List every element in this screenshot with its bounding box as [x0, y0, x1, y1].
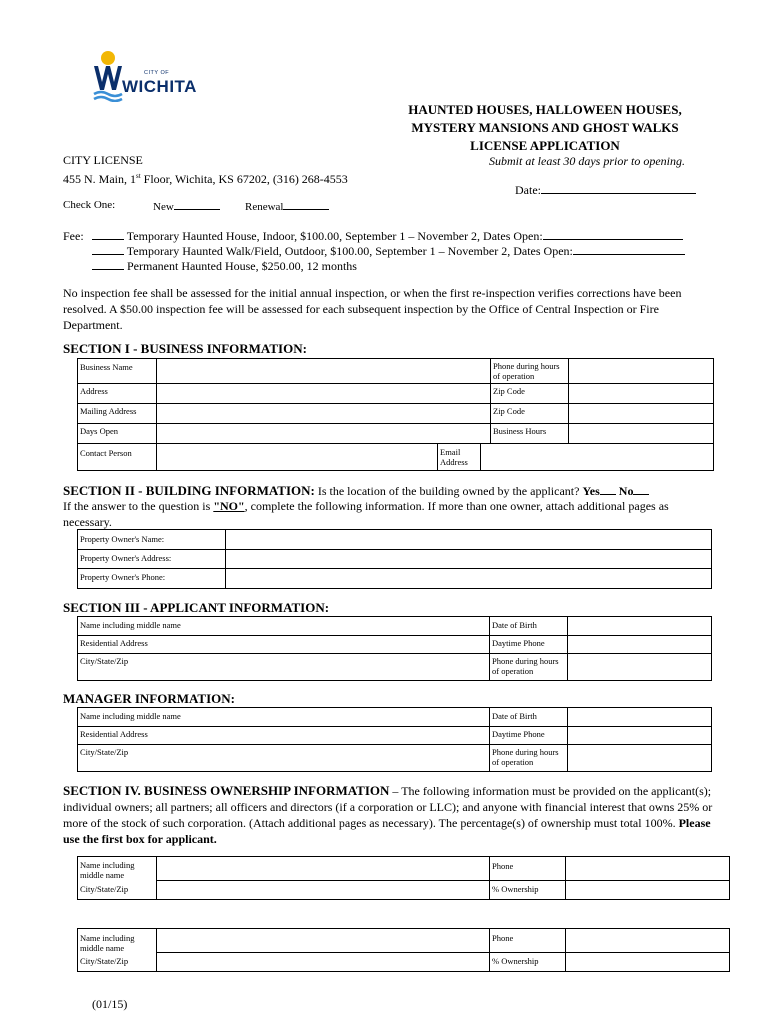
title-line-2: MYSTERY MANSIONS AND GHOST WALKS: [411, 120, 679, 135]
fee-line-3[interactable]: Permanent Haunted House, $250.00, 12 months: [92, 258, 357, 274]
check-one-label: Check One:: [63, 199, 116, 211]
mailing-address-input[interactable]: [158, 404, 488, 422]
owner-name-label: Property Owner's Name:: [80, 534, 165, 544]
date-row: [515, 182, 696, 198]
mailing-address-label: Mailing Address: [80, 406, 137, 416]
date-field[interactable]: [541, 183, 696, 194]
owner-2-city-label: City/State/Zip: [80, 956, 129, 966]
applicant-daytime-input[interactable]: [569, 636, 709, 652]
section-4-title: SECTION IV. BUSINESS OWNERSHIP INFORMATION: [63, 783, 390, 798]
applicant-daytime-label: Daytime Phone: [492, 638, 545, 648]
applicant-residential-label: Residential Address: [80, 638, 148, 648]
office-address: 455 N. Main, 1st Floor, Wichita, KS 67202, (316) 268-4553: [63, 172, 348, 186]
mailing-zip-input[interactable]: [570, 404, 710, 422]
applicant-name-input[interactable]: [80, 618, 487, 634]
business-name-input[interactable]: [158, 360, 488, 382]
manager-residential-label: Residential Address: [80, 729, 148, 739]
zip-code-label: Zip Code: [493, 386, 525, 396]
address-input[interactable]: [158, 384, 488, 402]
manager-title: MANAGER INFORMATION:: [63, 691, 235, 706]
city-logo: [92, 50, 202, 106]
manager-city-label: City/State/Zip: [80, 747, 129, 757]
title-line-1: HAUNTED HOUSES, HALLOWEEN HOUSES,: [408, 102, 682, 117]
section-4-text: SECTION IV. BUSINESS OWNERSHIP INFORMATION – The following information must be provided on the applicant(s); individual owners; all partners; all officers and directors (if a corporation or LLC); and anyone with financial interest that owns 25% or more of the stock of such corporation. (Attach additional pages as necessary). The percentage(s) of ownership must total 100%. Please use the first box for applicant.: [63, 783, 713, 846]
section-2-heading: [63, 483, 649, 499]
property-owner-grid: [77, 529, 712, 589]
address-label: Address: [80, 386, 108, 396]
applicant-phone-during-label: Phone during hours of operation: [492, 656, 559, 676]
manager-grid: [77, 707, 712, 772]
city-license-label: CITY LICENSE: [63, 153, 143, 167]
days-open-input[interactable]: [158, 424, 488, 442]
business-hours-input[interactable]: [570, 424, 710, 442]
business-name-label: Business Name: [80, 362, 133, 372]
mailing-zip-label: Zip Code: [493, 406, 525, 416]
manager-dob-input[interactable]: [569, 709, 709, 725]
check-new[interactable]: New: [153, 199, 220, 213]
fee-line-2[interactable]: Temporary Haunted Walk/Field, Outdoor, $100.00, September 1 – November 2, Dates Open:: [92, 243, 685, 259]
owner-1-city-input[interactable]: [158, 881, 487, 898]
logo-wichita: WICHITA: [122, 77, 197, 96]
contact-person-input[interactable]: [158, 444, 435, 469]
owner-1-phone-label: Phone: [492, 861, 514, 871]
owner-1-name-label: Name including middle name: [80, 860, 135, 880]
form-title: [380, 101, 710, 155]
email-label: Email Address: [440, 447, 468, 467]
applicant-grid: [77, 616, 712, 681]
email-input[interactable]: [482, 444, 711, 469]
business-hours-label: Business Hours: [493, 426, 547, 436]
applicant-name-label: Name including middle name: [80, 620, 181, 630]
fee-label: Fee:: [63, 229, 84, 243]
inspection-note: No inspection fee shall be assessed for the initial annual inspection, or when the first re-inspection verifies corrections have been resolved. A $50.00 inspection fee will be assessed for each subsequent inspection by the Office of Central Inspection or Fire Department.: [63, 286, 682, 332]
owner-2-ownership-input[interactable]: [567, 953, 727, 970]
applicant-phone-during-input[interactable]: [569, 654, 709, 678]
section-1-title: SECTION I - BUSINESS INFORMATION:: [63, 341, 307, 356]
contact-person-label: Contact Person: [80, 448, 132, 458]
owner-address-label: Property Owner's Address:: [80, 553, 172, 563]
owner-2-phone-label: Phone: [492, 933, 514, 943]
manager-dob-label: Date of Birth: [492, 711, 537, 721]
yes-blank[interactable]: [600, 484, 616, 495]
owner-name-input[interactable]: [227, 531, 709, 548]
manager-daytime-label: Daytime Phone: [492, 729, 545, 739]
yes-option: Yes: [582, 484, 600, 498]
manager-phone-during-label: Phone during hours of operation: [492, 747, 559, 767]
section-3-title: SECTION III - APPLICANT INFORMATION:: [63, 600, 330, 615]
applicant-dob-input[interactable]: [569, 618, 709, 634]
phone-during-label: Phone during hours of operation: [493, 361, 560, 381]
fee-line-1[interactable]: Temporary Haunted House, Indoor, $100.00, September 1 – November 2, Dates Open:: [92, 228, 683, 244]
owner-2-phone-input[interactable]: [567, 930, 727, 951]
zip-code-input[interactable]: [570, 384, 710, 402]
owner-2-name-label: Name including middle name: [80, 933, 135, 953]
no-option: No: [618, 484, 634, 498]
business-info-grid: [77, 358, 714, 471]
business-phone-input[interactable]: [570, 360, 710, 382]
manager-phone-during-input[interactable]: [569, 745, 709, 769]
owner-phone-label: Property Owner's Phone:: [80, 572, 166, 582]
check-renewal[interactable]: Renewal: [245, 199, 329, 213]
section-2-title: SECTION II - BUILDING INFORMATION:: [63, 483, 315, 498]
owner-1-ownership-label: % Ownership: [492, 884, 539, 894]
owner-1-city-label: City/State/Zip: [80, 884, 129, 894]
owner-box-2: [77, 928, 730, 972]
submit-note: Submit at least 30 days prior to opening.: [489, 154, 685, 168]
manager-name-label: Name including middle name: [80, 711, 181, 721]
owner-box-1: [77, 856, 730, 900]
applicant-city-label: City/State/Zip: [80, 656, 129, 666]
owner-2-city-input[interactable]: [158, 953, 487, 970]
no-blank[interactable]: [633, 484, 649, 495]
date-label: Date:: [515, 183, 541, 197]
owner-2-ownership-label: % Ownership: [492, 956, 539, 966]
title-line-3: LICENSE APPLICATION: [470, 138, 620, 153]
ownership-question: Is the location of the building owned by the applicant?: [317, 484, 580, 498]
owner-1-ownership-input[interactable]: [567, 881, 727, 898]
owner-address-input[interactable]: [227, 550, 709, 567]
logo-city-of: CITY OF: [144, 70, 170, 76]
wichita-logo-icon: [92, 50, 124, 102]
section-2-instructions: If the answer to the question is "NO", complete the following information. If more than one owner, attach additional pages as necessary.: [63, 499, 669, 529]
days-open-label: Days Open: [80, 426, 119, 436]
applicant-dob-label: Date of Birth: [492, 620, 537, 630]
owner-phone-input[interactable]: [227, 569, 709, 586]
owner-1-name-input[interactable]: [158, 858, 487, 879]
owner-1-phone-input[interactable]: [567, 858, 727, 879]
owner-2-name-input[interactable]: [158, 930, 487, 951]
form-version: (01/15): [92, 997, 128, 1011]
manager-daytime-input[interactable]: [569, 727, 709, 743]
